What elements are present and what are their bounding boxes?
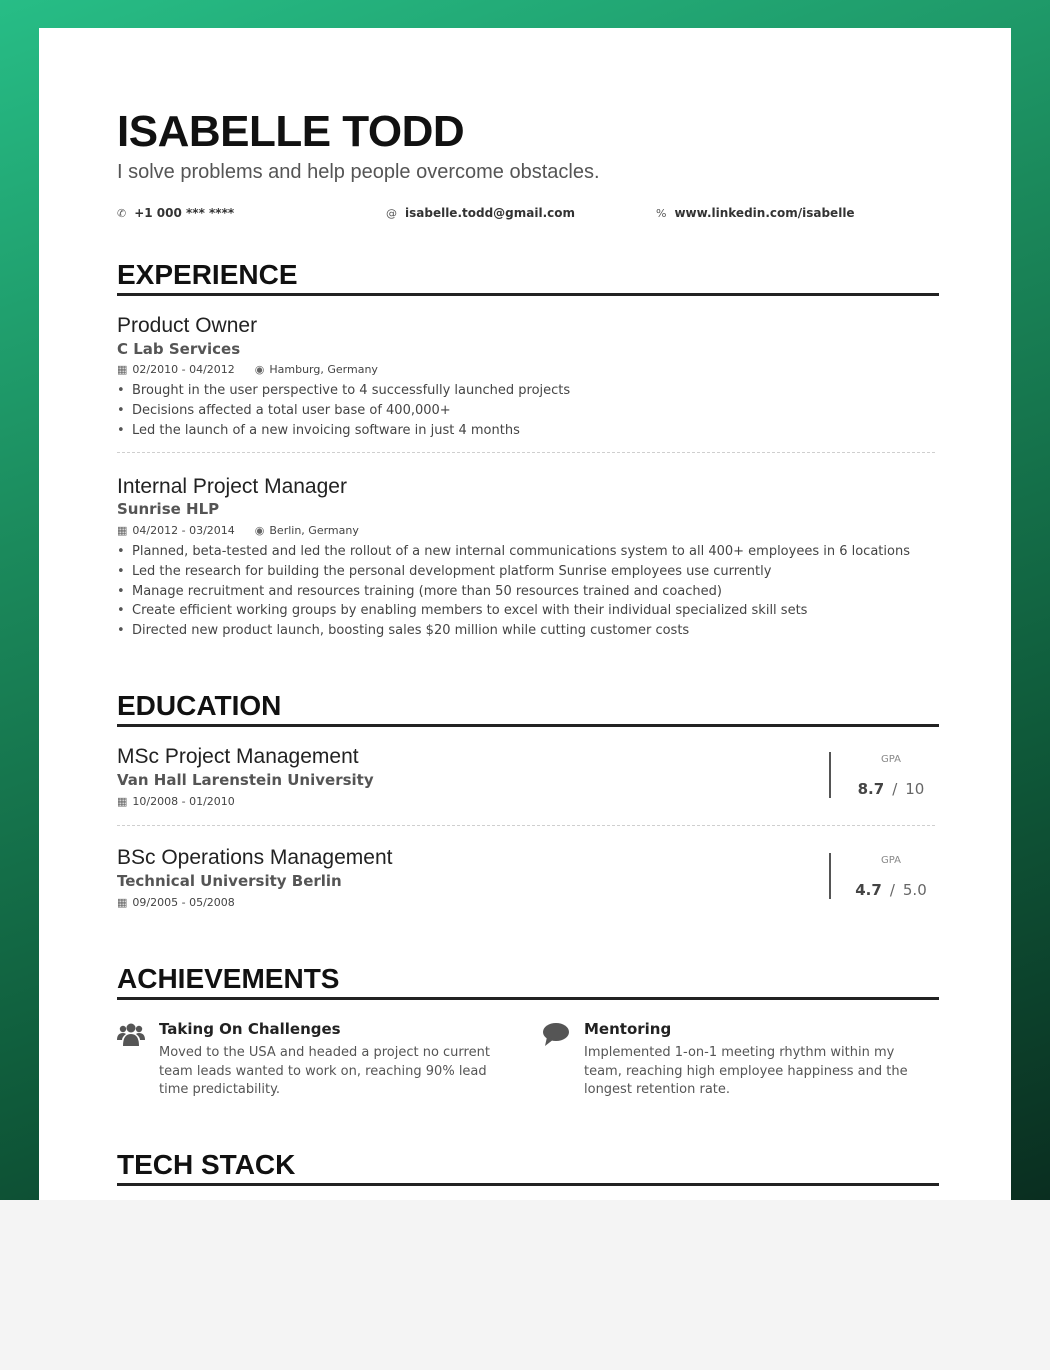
job-company: C Lab Services — [117, 340, 241, 358]
list-item: • Planned, beta-tested and led the rollout of a new internal communications system to all 400+ employees in 6 locations — [117, 542, 910, 562]
achievement-title: Taking On Challenges — [159, 1020, 341, 1038]
job-meta — [117, 364, 378, 375]
calendar-icon: ▦ — [117, 896, 128, 909]
job-company: Sunrise HLP — [117, 500, 220, 518]
list-item: • Manage recruitment and resources training (more than 50 resources trained and coached) — [117, 582, 910, 602]
at-icon: @ — [386, 206, 397, 220]
contact-email[interactable] — [386, 206, 575, 220]
achievement-title: Mentoring — [584, 1020, 672, 1038]
experience-heading: EXPERIENCE — [117, 261, 939, 296]
job-role: Internal Project Manager — [117, 475, 347, 498]
education-degree: BSc Operations Management — [117, 846, 393, 869]
education-degree: MSc Project Management — [117, 745, 359, 768]
job-location — [255, 525, 359, 536]
users-icon — [117, 1020, 145, 1048]
job-bullets — [117, 542, 910, 641]
achievement-description: Implemented 1-on-1 meeting rhythm within my team, reaching high employee happiness and the longest retention rate. — [584, 1045, 908, 1097]
gpa-label: GPA — [881, 855, 901, 866]
achievement-item — [542, 1020, 912, 1100]
education-meta — [117, 897, 235, 908]
phone-text: +1 000 *** **** — [134, 206, 235, 220]
gpa-separator: / — [889, 881, 895, 899]
contact-linkedin[interactable] — [656, 206, 855, 220]
job-location — [255, 364, 378, 375]
gpa-max: 10 — [905, 780, 925, 798]
resume-page — [39, 28, 1011, 1200]
location-pin-icon: ◉ — [254, 363, 265, 376]
list-item: • Decisions affected a total user base of 400,000+ — [117, 401, 570, 421]
candidate-name: ISABELLE TODD — [117, 107, 465, 156]
job-meta — [117, 525, 359, 536]
job-bullets — [117, 381, 570, 440]
education-dates: 09/2005 - 05/2008 — [132, 896, 235, 909]
gpa-box — [829, 853, 941, 899]
calendar-icon: ▦ — [117, 795, 128, 808]
location-pin-icon: ◉ — [254, 524, 265, 537]
job-dates: 02/2010 - 04/2012 — [132, 363, 235, 376]
achievement-item — [117, 1020, 490, 1100]
gpa-max: 5.0 — [902, 881, 927, 899]
tech-stack-heading: TECH STACK — [117, 1151, 939, 1186]
gpa-label: GPA — [881, 754, 901, 765]
list-item: • Led the research for building the personal development platform Sunrise employees use currently — [117, 562, 910, 582]
gpa-separator: / — [892, 780, 898, 798]
education-school: Technical University Berlin — [117, 872, 342, 890]
list-item: • Led the launch of a new invoicing software in just 4 months — [117, 421, 570, 441]
achievement-description: Moved to the USA and headed a project no current team leads wanted to work on, reaching 90% lead time predictability. — [159, 1045, 490, 1097]
entry-divider — [117, 452, 935, 453]
calendar-icon: ▦ — [117, 363, 128, 376]
speech-bubble-icon — [542, 1020, 570, 1048]
gpa-value — [831, 780, 951, 798]
list-item: • Directed new product launch, boosting sales $20 million while cutting customer costs — [117, 621, 910, 641]
gpa-value — [831, 881, 951, 899]
entry-divider — [117, 825, 935, 826]
gpa-box — [829, 752, 941, 798]
linkedin-text: www.linkedin.com/isabelle — [674, 206, 855, 220]
education-school: Van Hall Larenstein University — [117, 771, 374, 789]
gpa-score: 4.7 — [855, 881, 882, 899]
education-dates: 10/2008 - 01/2010 — [132, 795, 235, 808]
gpa-score: 8.7 — [857, 780, 885, 798]
education-heading: EDUCATION — [117, 692, 939, 727]
link-icon: % — [656, 206, 667, 220]
list-item: • Brought in the user perspective to 4 successfully launched projects — [117, 381, 570, 401]
candidate-tagline: I solve problems and help people overcome obstacles. — [117, 161, 600, 183]
job-location-text: Hamburg, Germany — [269, 363, 378, 376]
list-item: • Create efficient working groups by enabling members to excel with their individual specialized skill sets — [117, 601, 910, 621]
job-location-text: Berlin, Germany — [269, 524, 359, 537]
job-dates: 04/2012 - 03/2014 — [132, 524, 235, 537]
achievements-heading: ACHIEVEMENTS — [117, 965, 939, 1000]
calendar-icon: ▦ — [117, 524, 128, 537]
email-text: isabelle.todd@gmail.com — [405, 206, 576, 220]
contact-phone[interactable] — [117, 206, 234, 220]
phone-icon: ✆ — [117, 206, 127, 220]
job-role: Product Owner — [117, 314, 258, 337]
education-meta — [117, 796, 235, 807]
